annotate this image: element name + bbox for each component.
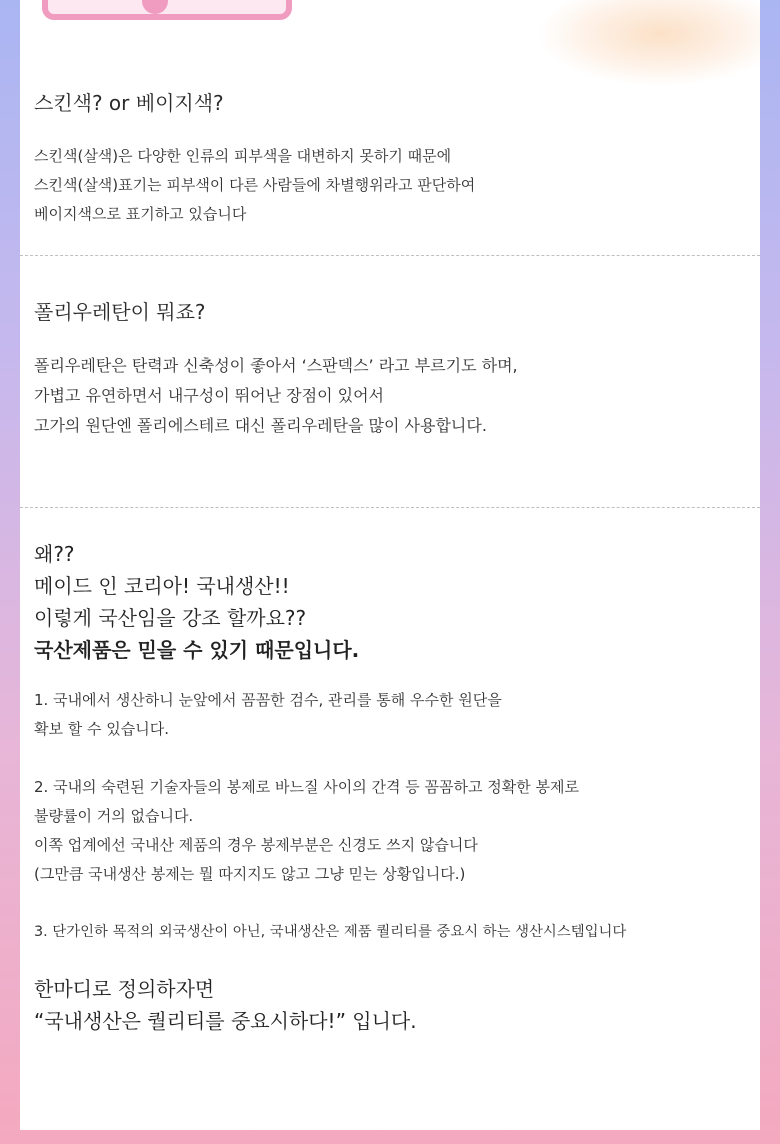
intro-line: 메이드 인 코리아! 국내생산!! bbox=[34, 574, 290, 598]
point-2-line: 이쪽 업계에선 국내산 제품의 경우 봉제부분은 신경도 쓰지 않습니다 bbox=[34, 836, 478, 854]
body-line: 베이지색으로 표기하고 있습니다 bbox=[34, 205, 247, 223]
body-line: 스킨색(살색)은 다양한 인류의 피부색을 대변하지 못하기 때문에 bbox=[34, 147, 452, 165]
conclusion-line: 한마디로 정의하자면 bbox=[34, 977, 215, 1001]
emphasis-line: 국산제품은 믿을 수 있기 때문입니다. bbox=[34, 638, 360, 662]
conclusion-line: “국내생산은 퀄리티를 중요시하다!” 입니다. bbox=[34, 1009, 417, 1033]
intro-line: 왜?? bbox=[34, 542, 75, 566]
section-title: 스킨색? or 베이지색? bbox=[34, 91, 224, 115]
dashed-divider bbox=[20, 507, 760, 508]
point-3-line: 3. 단가인하 목적의 외국생산이 아닌, 국내생산은 제품 퀄리티를 중요시 하는 생산시스템입니다 bbox=[34, 924, 627, 940]
body-line: 스킨색(살색)표기는 피부색이 다른 사람들에 차별행위라고 판단하여 bbox=[34, 176, 476, 194]
section-beige bbox=[34, 88, 746, 229]
section-made-in-korea bbox=[34, 538, 746, 1037]
point-2-line: 2. 국내의 숙련된 기술자들의 봉제로 바느질 사이의 간격 등 꼼꼼하고 정확한 봉제로 bbox=[34, 778, 579, 796]
content-card bbox=[20, 0, 760, 1130]
pink-tab-decoration bbox=[42, 0, 292, 20]
point-1-line: 확보 할 수 있습니다. bbox=[34, 720, 169, 738]
section-title: 폴리우레탄이 뭐죠? bbox=[34, 300, 206, 324]
dashed-divider bbox=[20, 255, 760, 256]
section-polyurethane bbox=[34, 297, 746, 441]
intro-line: 이렇게 국산임을 강조 할까요?? bbox=[34, 606, 307, 630]
body-line: 가볍고 유연하면서 내구성이 뛰어난 장점이 있어서 bbox=[34, 386, 385, 405]
point-1-line: 1. 국내에서 생산하니 눈앞에서 꼼꼼한 검수, 관리를 통해 우수한 원단을 bbox=[34, 691, 502, 709]
point-2-line: 불량률이 거의 없습니다. bbox=[34, 807, 194, 825]
body-line: 폴리우레탄은 탄력과 신축성이 좋아서 ‘스판덱스’ 라고 부르기도 하며, bbox=[34, 356, 518, 375]
body-line: 고가의 원단엔 폴리에스테르 대신 폴리우레탄을 많이 사용합니다. bbox=[34, 416, 487, 435]
point-2-line: (그만큼 국내생산 봉제는 뭘 따지지도 않고 그냥 믿는 상황입니다.) bbox=[34, 865, 466, 883]
peach-brush-decoration bbox=[540, 0, 760, 85]
